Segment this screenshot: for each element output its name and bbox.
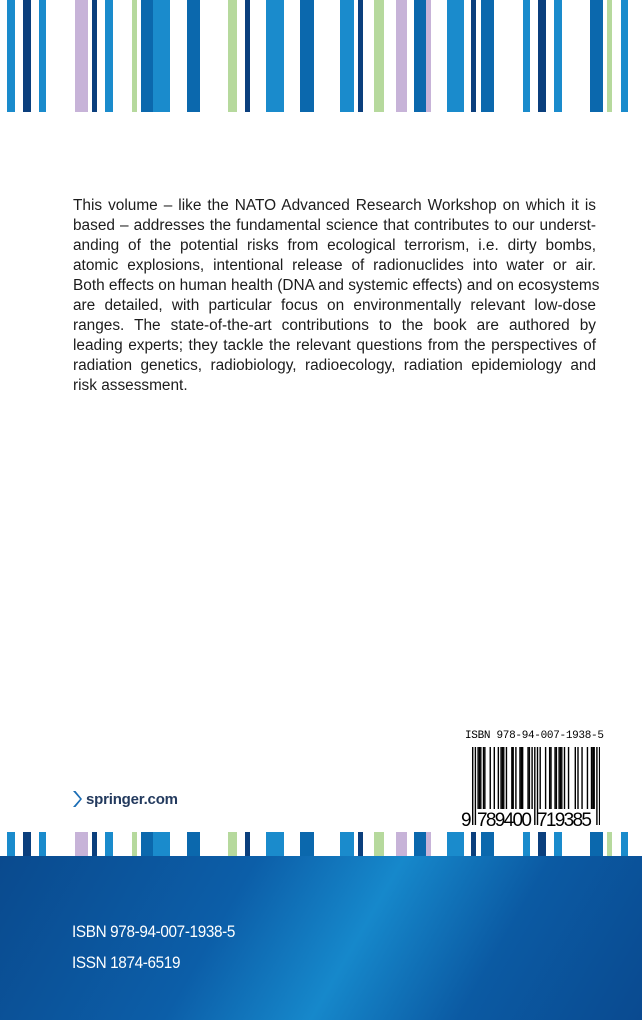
barcode-bar <box>484 747 485 809</box>
decorative-stripe <box>300 0 314 112</box>
barcode-bar <box>592 747 593 809</box>
barcode-bar <box>549 747 550 809</box>
decorative-stripe <box>607 0 612 112</box>
decorative-stripe <box>414 832 426 856</box>
decorative-stripe <box>132 832 137 856</box>
blurb-line: based – addresses the fundamental science that contributes to our underst- <box>73 217 596 234</box>
barcode-bar <box>477 747 478 809</box>
footer-issn: ISSN 1874-6519 <box>72 953 181 972</box>
barcode-bar <box>577 747 578 809</box>
decorative-stripe <box>607 832 612 856</box>
decorative-stripe <box>538 0 546 112</box>
decorative-stripe <box>75 0 88 112</box>
decorative-stripe <box>228 832 237 856</box>
barcode-bar <box>479 747 480 809</box>
decorative-stripe <box>7 0 15 112</box>
decorative-stripe <box>396 0 407 112</box>
barcode-bar <box>513 747 514 809</box>
barcode-bar <box>503 747 504 809</box>
decorative-stripe <box>621 832 628 856</box>
decorative-stripe <box>396 832 407 856</box>
blurb-line: anding of the potential risks from ecological terrorism, i.e. dirty bombs, <box>73 237 596 254</box>
decorative-stripe <box>590 0 603 112</box>
decorative-stripe <box>23 832 31 856</box>
decorative-stripe <box>590 832 603 856</box>
decorative-stripe <box>471 832 476 856</box>
barcode-bar <box>534 747 535 825</box>
barcode-bar <box>575 747 576 809</box>
decorative-stripe <box>447 0 464 112</box>
barcode-left-digits: 789400 <box>477 810 532 829</box>
barcode-first-digit: 9 <box>461 810 472 829</box>
barcode-bar <box>515 747 516 809</box>
barcode-bar <box>494 747 495 809</box>
springer-logo[interactable] <box>72 790 178 808</box>
barcode-bar <box>475 747 476 825</box>
decorative-stripe <box>374 832 384 856</box>
barcode-bar <box>594 747 595 809</box>
decorative-stripe <box>426 0 431 112</box>
decorative-stripe <box>39 0 46 112</box>
barcode-bar <box>502 747 503 809</box>
decorative-stripe <box>621 0 628 112</box>
blurb-line: radiation genetics, radiobiology, radioecology, radiation epidemiology and <box>73 357 596 374</box>
barcode-bar <box>506 747 507 809</box>
barcode-bar <box>550 747 551 809</box>
decorative-stripe <box>105 0 113 112</box>
decorative-stripe <box>481 832 494 856</box>
decorative-stripes-bottom <box>0 832 642 856</box>
decorative-stripe <box>75 832 88 856</box>
decorative-stripe <box>23 0 31 112</box>
decorative-stripe <box>187 0 200 112</box>
decorative-stripe <box>554 832 562 856</box>
barcode-isbn-label: ISBN 978-94-007-1938-5 <box>465 730 604 742</box>
barcode-bar <box>472 747 473 825</box>
barcode-bar <box>522 747 523 809</box>
barcode-bar <box>560 747 561 809</box>
decorative-stripe <box>340 0 354 112</box>
blurb-line: Both effects on human health (DNA and systemic effects) and on ecosystems <box>73 277 600 294</box>
blurb-line: atomic explosions, intentional release of radionuclides into water or air. <box>73 257 596 274</box>
decorative-stripe <box>340 832 354 856</box>
barcode-bar <box>498 747 499 809</box>
decorative-stripe <box>358 832 363 856</box>
decorative-stripe <box>554 0 562 112</box>
barcode-bar <box>581 747 582 809</box>
decorative-stripe <box>447 832 464 856</box>
decorative-stripes-top <box>0 0 642 112</box>
barcode-bar <box>519 747 520 809</box>
barcode-bar <box>558 747 559 809</box>
chevron-right-icon <box>72 790 82 808</box>
decorative-stripe <box>374 0 384 112</box>
decorative-stripe <box>358 0 363 112</box>
decorative-stripe <box>538 832 546 856</box>
barcode-bar <box>511 747 512 809</box>
decorative-stripe <box>7 832 15 856</box>
springer-url: springer.com <box>86 790 178 808</box>
decorative-stripe <box>523 0 530 112</box>
footer-isbn: ISBN 978-94-007-1938-5 <box>72 922 236 941</box>
footer-band <box>0 856 642 1020</box>
barcode-bar <box>521 747 522 809</box>
barcode-bar <box>591 747 592 809</box>
barcode-bar <box>529 747 530 809</box>
decorative-stripe <box>132 0 137 112</box>
barcode-bar <box>480 747 481 809</box>
barcode-right-digits: 719385 <box>537 810 592 829</box>
decorative-stripe <box>266 0 284 112</box>
isbn-barcode <box>460 747 600 829</box>
blurb-line: This volume – like the NATO Advanced Research Workshop on which it is <box>73 197 596 214</box>
barcode-bar <box>527 747 528 809</box>
decorative-stripe <box>92 832 97 856</box>
barcode-bar <box>599 747 600 825</box>
decorative-stripe <box>105 832 113 856</box>
barcode-bar <box>540 747 541 809</box>
barcode-bar <box>483 747 484 809</box>
barcode-bar <box>556 747 557 809</box>
decorative-stripe <box>481 0 494 112</box>
decorative-stripe <box>266 832 284 856</box>
decorative-stripe <box>153 0 170 112</box>
barcode-bar <box>490 747 491 809</box>
decorative-stripe <box>187 832 200 856</box>
decorative-stripe <box>300 832 314 856</box>
decorative-stripe <box>141 832 153 856</box>
blurb-line: ranges. The state-of-the-art contributions to the book are authored by <box>73 317 596 334</box>
decorative-stripe <box>141 0 153 112</box>
barcode-bar <box>561 747 562 809</box>
blurb-line: are detailed, with particular focus on environmentally relevant low-dose <box>73 297 596 314</box>
barcode-bar <box>500 747 501 809</box>
barcode-bar <box>554 747 555 809</box>
decorative-stripe <box>414 0 426 112</box>
barcode-bar <box>545 747 546 809</box>
barcode-bar <box>596 747 597 825</box>
barcode-bar <box>564 747 565 809</box>
decorative-stripe <box>245 832 250 856</box>
blurb-line: risk assessment. <box>73 377 188 394</box>
decorative-stripe <box>471 0 476 112</box>
barcode-bar <box>587 747 588 809</box>
decorative-stripe <box>245 0 250 112</box>
barcode-bar <box>568 747 569 809</box>
decorative-stripe <box>39 832 46 856</box>
decorative-stripe <box>153 832 170 856</box>
barcode-bar <box>531 747 532 809</box>
decorative-stripe <box>228 0 237 112</box>
decorative-stripe <box>426 832 431 856</box>
decorative-stripe <box>523 832 530 856</box>
decorative-stripe <box>92 0 97 112</box>
blurb-line: leading experts; they tackle the relevant questions from the perspectives of <box>73 337 596 354</box>
back-cover-blurb <box>73 196 600 396</box>
